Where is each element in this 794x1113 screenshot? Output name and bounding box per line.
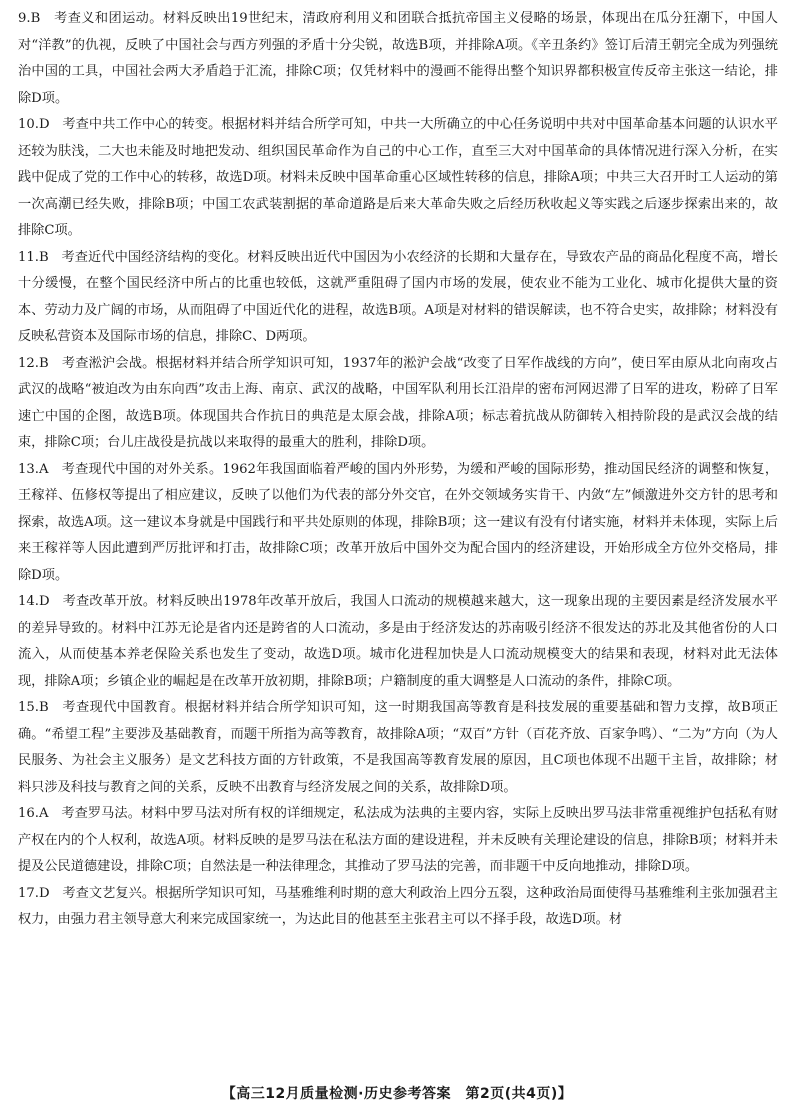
answer-explanation: 考查罗马法。材料中罗马法对所有权的详细规定，私法成为法典的主要内容，实际上反映出罗马法非常重视维护包括私有财产权在内的个人权利，故选A项。材料反映的是罗马法在私法方面的建设进程，并未反映有关理论建设的信息，排除B项；材料并未提及公民道德建设，排除C项；自然法是一种法律理念，其推动了罗马法的完善，而非题干中反向地推动，排除D项。 [18,806,779,874]
answer-number: 17.D [18,885,50,901]
answer-item-13 [18,457,778,590]
answer-explanation: 考查改革开放。材料反映出1978年改革开放后，我国人口流动的规模越来越大，这一现象出现的主要因素是经济发展水平的差异导致的。材料中江苏无论是省内还是跨省的人口流动，多是由于经济发达的苏南吸引经济不很发达的苏北及其他省份的人口流入，从而使基本养老保险关系也发生了变动，故选D项。城市化进程加快是人口流动规模变大的结果和表现，材料对此无法体现，排除A项；乡镇企业的崛起是在改革开放初期，排除B项；户籍制度的重大调整是人口流动的条件，排除C项。 [18,594,778,689]
answer-list [18,6,778,934]
answer-item-14 [18,589,778,695]
answer-explanation: 考查文艺复兴。根据所学知识可知，马基雅维利时期的意大利政治上四分五裂，这种政治局面使得马基雅维利主张加强君主权力，由强力君主领导意大利来完成国家统一，为达此目的他甚至主张君主可以不择手段，故选D项。材 [18,885,778,927]
answer-explanation: 考查中共工作中心的转变。根据材料并结合所学可知，中共一大所确立的中心任务说明中共对中国革命基本问题的认识水平还较为肤浅，二大也未能及时地把发动、组织国民革命作为自己的中心工作，直至三大对中国革命的具体情况进行深入分析，在实践中促成了党的工作中心的转移，故选D项。材料未反映中国革命重心区域性转移的信息，排除A项；中共三大召开时工人运动的第一次高潮已经失败，排除B项；中国工农武装割据的革命道路是后来大革命失败之后经历秋收起义等实践之后逐步探索出来的，故排除C项。 [18,117,778,238]
answer-number: 13.A [18,461,49,477]
answer-item-16 [18,801,778,881]
answer-explanation: 考查现代中国的对外关系。1962年我国面临着严峻的国内外形势，为缓和严峻的国际形势，推动国民经济的调整和恢复，王稼祥、伍修权等提出了相应建议，反映了以他们为代表的部分外交官，在外交领域务实肯干、内敛“左”倾激进外交方针的思考和探索，故选A项。这一建议本身就是中国践行和平共处原则的体现，排除B项；这一建议有没有付诸实施，材料并未体现，实际上后来王稼祥等人因此遭到严厉批评和打击，故排除C项；改革开放后中国外交为配合国内的经济建设，开始形成全方位外交格局，排除D项。 [18,461,779,583]
answer-item-10 [18,112,778,245]
answer-number: 10.D [18,117,50,132]
answer-number: 12.B [18,355,49,371]
answer-number: 16.A [18,806,49,821]
page-footer: 【高三12月质量检测·历史参考答案 第2页(共4页)】 [221,1086,573,1102]
answer-number: 15.B [18,700,49,715]
answer-item-11 [18,245,778,351]
answer-number: 14.D [18,594,50,609]
answer-item-17 [18,881,778,934]
answer-item-12 [18,351,778,457]
answer-explanation: 考查义和团运动。材料反映出19世纪末，清政府利用义和团联合抵抗帝国主义侵略的场景，体现出在瓜分狂潮下，中国人对“洋教”的仇视，反映了中国社会与西方列强的矛盾十分尖锐，故选B项，并排除A项。《辛丑条约》签订后清王朝完全成为列强统治中国的工具，中国社会两大矛盾趋于汇流，排除C项；仅凭材料中的漫画不能得出整个知识界都积极宣传反帝主张这一结论，排除D项。 [18,11,778,106]
answer-number: 9.B [18,11,41,26]
answer-item-15 [18,695,778,801]
answer-explanation: 考查近代中国经济结构的变化。材料反映出近代中国因为小农经济的长期和大量存在，导致农产品的商品化程度不高，增长十分缓慢，在整个国民经济中所占的比重也较低，这就严重阻碍了国内市场的发展，使农业不能为工业化、城市化提供大量的资本、劳动力及广阔的市场，从而阻碍了中国近代化的进程，故选B项。A项是对材料的错误解读，也不符合史实，故排除；材料没有反映私营资本及国际市场的信息，排除C、D两项。 [18,249,778,344]
answer-explanation: 考查现代中国教育。根据材料并结合所学知识可知，这一时期我国高等教育是科技发展的重要基础和智力支撑，故B项正确。“希望工程”主要涉及基础教育，而题干所指为高等教育，故排除A项；“双百”方针（百花齐放、百家争鸣）、“二为”方向（为人民服务、为社会主义服务）是文艺科技方面的方针政策，不是我国高等教育发展的原因，且C项也体现不出题干主旨，故排除；材料只涉及科技与教育之间的关系，反映不出教育与经济发展之间的关系，故排除D项。 [18,700,779,795]
answer-item-9 [18,6,778,112]
answer-number: 11.B [18,249,49,265]
answer-explanation: 考查淞沪会战。根据材料并结合所学知识可知，1937年的淞沪会战“改变了日军作战线的方向”，使日军由原从北向南攻占武汉的战略“被迫改为由东向西”攻击上海、南京、武汉的战略，中国军队利用长江沿岸的密布河网迟滞了日军的进攻，粉碎了日军速亡中国的企图，故选B项。体现国共合作抗日的典范是太原会战，排除A项；标志着抗战从防御转入相持阶段的是武汉会战的结束，排除C项；台儿庄战役是抗战以来取得的最重大的胜利，排除D项。 [18,355,778,450]
